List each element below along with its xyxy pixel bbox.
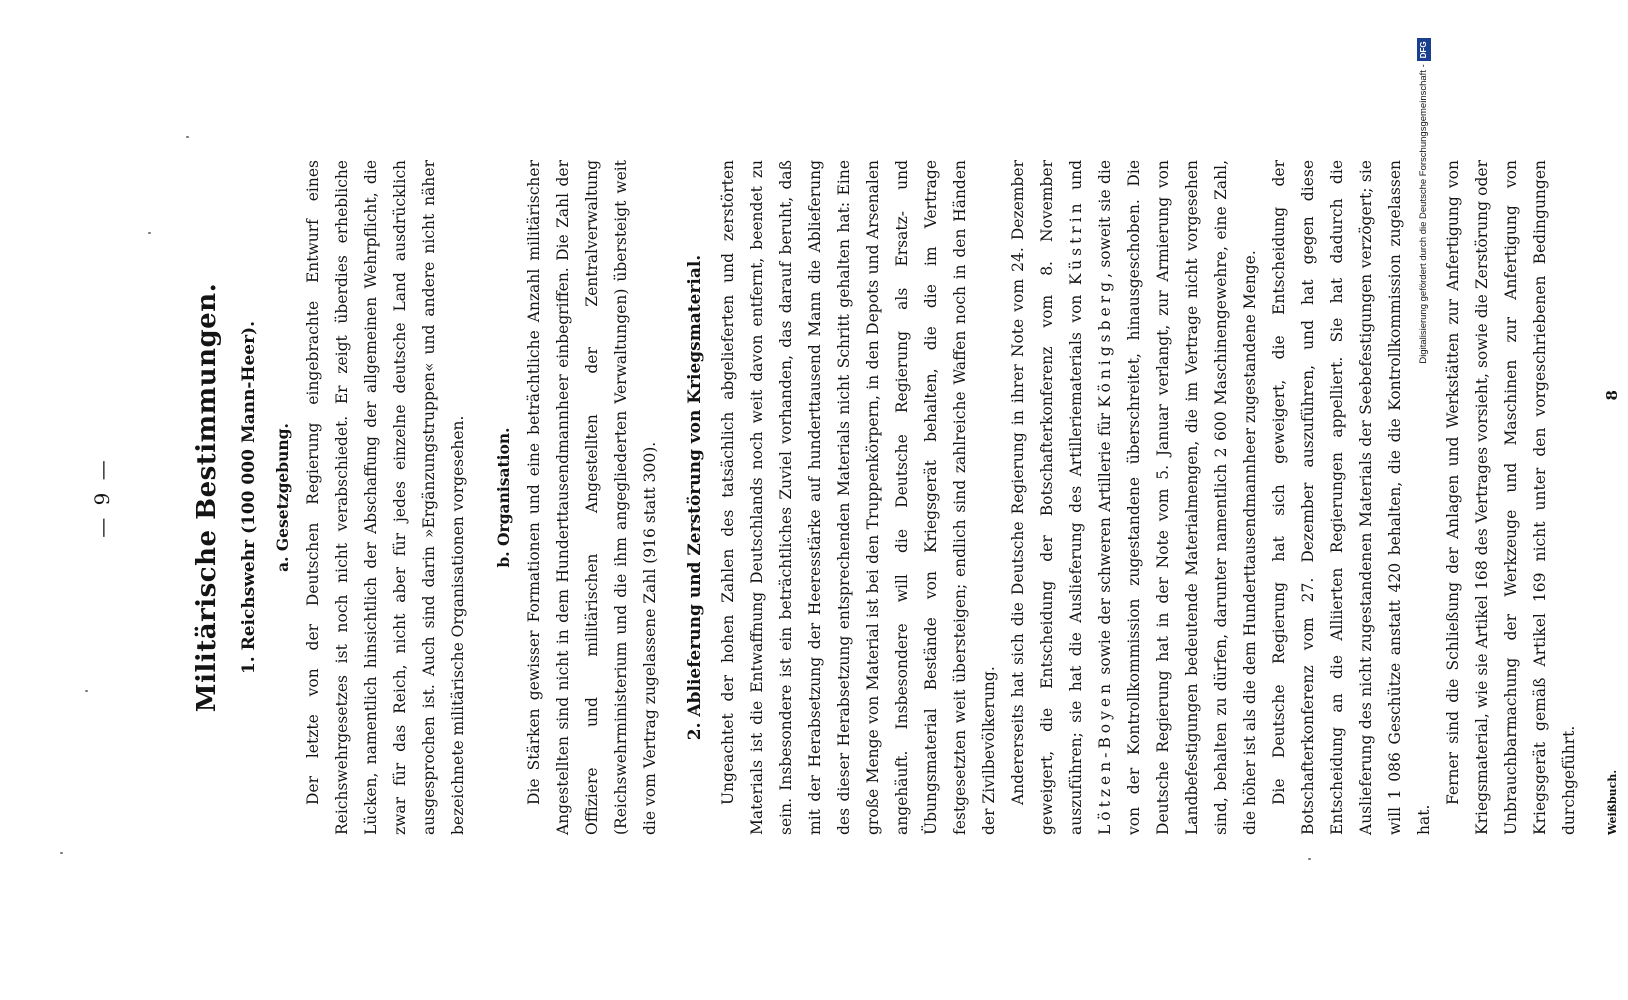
subsection-a-heading: a. Gesetzgebung. xyxy=(273,423,292,572)
paragraph-note-december xyxy=(1004,160,1265,835)
page-footer xyxy=(1598,160,1628,835)
digitization-note: Digitalisierung gefördert durch die Deutsche Forschungsgemeinschaft - xyxy=(1418,64,1429,364)
place-koenigsberg: Königsberg xyxy=(1096,277,1114,408)
subsection-b-heading: b. Organisation. xyxy=(494,427,513,568)
page-number: — 9 — xyxy=(90,457,114,538)
text-span: und xyxy=(1067,159,1085,190)
text-span: Andererseits hat sich die Deutsche Regierung in ihrer Note vom 24. Dezember geweigert, die Entscheidung der Botschafterkonferenz vom 8. November auszuführen; sie hat die Auslieferung des Artilleriematerials von xyxy=(1009,160,1085,835)
scan-speck xyxy=(186,136,189,138)
paragraph-disarmament: Ungeachtet der hohen Zahlen des tatsächlich abgelieferten und zerstörten Materials ist die Entwaffnung Deutschlands noch weit davon entfernt, beendet zu sein. Insbesondere ist ein beträchtliches Zuviel vorhanden, das darauf beruht, daß mit der Herabsetzung der Heeresstärke auf hunderttausend Mann die Ablieferung des dieser Herabsetzung entsprechenden Materials nicht Schritt gehalten hat: Eine große Menge von Material ist bei den Truppenkörpern, in den Depots und Arsenalen angehäuft. Insbesondere will die Deutsche Regierung als Ersatz- und Übungsmaterial Bestände von Kriegsgerät behalten, die die im Vertrage festgesetzten weit übersteigen; endlich sind zahlreiche Waffen noch in den Händen der Zivilbevölkerung. xyxy=(719,160,998,835)
place-kuestrin: Küstrin xyxy=(1067,199,1085,286)
text-span: sowie der schweren Artillerie für xyxy=(1096,413,1114,675)
dfg-logo-icon: DFG xyxy=(1417,38,1431,61)
digitization-credit-text xyxy=(1417,6,1431,396)
paragraph-legislation: Der letzte von der Deutschen Regierung eingebrachte Entwurf eines Reichswehrgesetzes ist noch nicht verabschiedet. Er zeigt überdies erhebliche Lücken, namentlich hinsichtlich der Abschaffung der allgemeinen Wehrpflicht, die zwar für das Reich, nicht aber für jedes einzelne deutsche Land ausdrücklich ausgesprochen ist. Auch sind darin »Ergänzungstruppen« und andere nicht näher bezeichnete militärische Organisationen vorgesehen. xyxy=(304,160,467,835)
section-2-heading: 2. Ablieferung und Zerstörung von Kriegsmaterial. xyxy=(685,254,705,741)
sheet-number: 8 xyxy=(1603,390,1621,401)
digitization-credit xyxy=(1414,6,1434,396)
paragraph-organisation: Die Stärken gewisser Formationen und eine beträchtliche Anzahl militärischer Angestellten sind nicht in dem Hunderttausendmannheer einbegriffen. Die Zahl der Offiziere und militärischen Angestellten der Zentralverwaltung (Reichswehrministerium und die ihm angegliederten Verwaltungen) übersteigt weit die vom Vertrag zugelassene Zahl (916 statt 300). xyxy=(525,160,659,835)
scan-speck xyxy=(148,232,151,234)
paragraph-coastal-fortifications: Die Deutsche Regierung hat sich geweigert, die Entscheidung der Botschafterkonferenz vom 27. Dezember auszuführen, und hat gegen diese Entscheidung an die Alliierten Regierungen appelliert. Sie hat dadurch die Auslieferung des nicht zugestandenen Materials der Seebefestigungen verzögert; sie will 1 086 Geschütze anstatt 420 behalten, die die Kontrollkommission zugelassen hat. xyxy=(1270,160,1433,835)
scan-speck xyxy=(85,690,88,692)
footer-signature: Weißbuch. xyxy=(1606,769,1619,835)
document-title: Militärische Bestimmungen. xyxy=(192,282,222,713)
text-span: , soweit sie die von der Kontrollkommission zugestandene überschreitet, hinausgeschoben. Die Deutsche Regierung hat in der Note vom 5. Januar verlangt, zur Armierung von Landbefestigungen bedeutende Materialmengen, die im Vertrage nicht vorgesehen sind, behalten zu dürfen, darunter namentlich 2 600 Maschinengewehre, eine Zahl, die höher ist als die dem Hunderttausendmannheer zugestandene Menge. xyxy=(1096,160,1259,835)
paragraph-war-material-factories: Ferner sind die Schließung der Anlagen und Werkstätten zur Anfertigung von Kriegsmaterial, wie sie Artikel 168 des Vertrages vorsieht, sowie die Zerstörung oder Unbrauchbarmachung der Werkzeuge und Maschinen zur Anfertigung von Kriegsgerät gemäß Artikel 169 nicht unter den vorgeschriebenen Bedingungen durchgeführt. xyxy=(1444,160,1578,835)
section-1-heading: 1. Reichswehr (100 000 Mann-Heer). xyxy=(239,320,259,675)
scan-speck xyxy=(1308,858,1311,860)
scan-speck xyxy=(60,852,63,854)
place-loetzen-boyen: Lötzen-Boyen xyxy=(1096,679,1114,835)
